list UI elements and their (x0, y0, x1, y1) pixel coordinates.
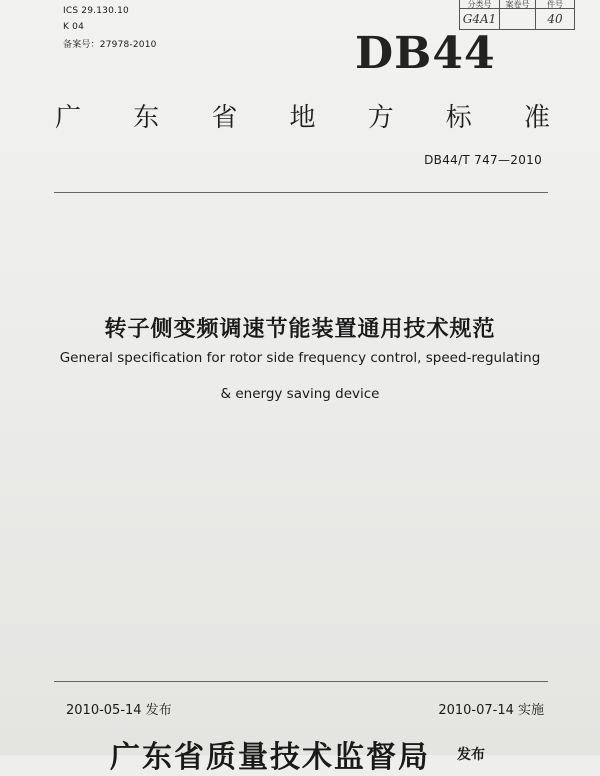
standard-type-char: 省 (211, 103, 238, 133)
standard-number: DB44/T 747—2010 (424, 153, 542, 167)
standard-type-char: 东 (133, 103, 160, 133)
standard-type-char: 准 (523, 103, 550, 133)
standard-logo: DB44 (355, 28, 496, 79)
record-number: 备案号：27978-2010 (63, 40, 157, 50)
class-value: G4A1 (460, 9, 500, 29)
standard-type-char: 地 (289, 103, 316, 133)
standard-type-char: 广 (55, 103, 82, 133)
issuing-authority: 广东省质量技术监督局 (110, 740, 430, 775)
class-label: 分类号 (460, 0, 500, 9)
title-chinese: 转子侧变频调速节能装置通用技术规范 (104, 317, 496, 342)
item-value: 40 (547, 12, 563, 26)
item-label: 件号 (536, 0, 574, 9)
classification-box (459, 0, 575, 30)
classification-code: K 04 (63, 22, 85, 32)
standard-type-char: 标 (445, 103, 472, 133)
standard-type-char: 方 (367, 103, 394, 133)
title-english-line2: & energy saving device (220, 386, 380, 402)
top-divider (54, 192, 548, 193)
implementation-date: 2010-07-14 实施 (438, 703, 544, 718)
title-english-line1: General specification for rotor side frequency control, speed-regulating (59, 350, 541, 366)
issue-date: 2010-05-14 发布 (66, 703, 172, 718)
ics-code: ICS 29.130.10 (63, 6, 129, 16)
issuer-suffix: 发布 (457, 747, 485, 763)
volume-value (500, 9, 536, 29)
volume-label: 案卷号 (500, 0, 536, 9)
standard-type (55, 97, 550, 134)
bottom-divider (54, 681, 548, 682)
